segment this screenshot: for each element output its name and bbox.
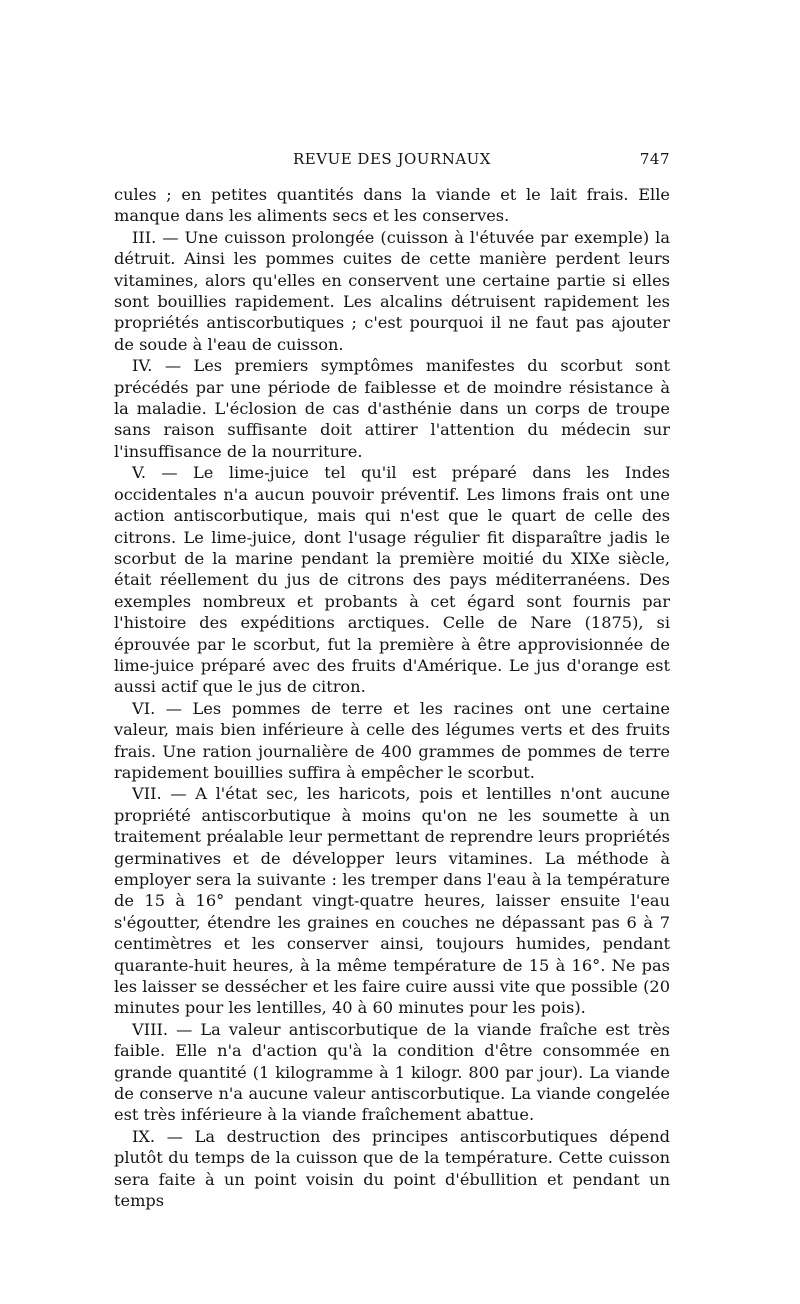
paragraph-v: V. — Le lime-juice tel qu'il est préparé dans les Indes occidentales n'a aucun pouvoir préventif. Les limons frais ont une action antiscorbutique, mais qui n'est que le quart de celle des citrons. Le lime-juice, dont l'usage régulier fit disparaître jadis le scorbut de la marine pendant la première moitié du XIXe siècle, était réellement du jus de citrons des pays méditerranéens. Des exemples nombreux et probants à cet égard sont fournis par l'histoire des expéditions arctiques. Celle de Nare (1875), si éprouvée par le scorbut, fut la première à être approvisionnée de lime-juice préparé avec des fruits d'Amérique. Le jus d'orange est aussi actif que le jus de citron. — [114, 463, 670, 697]
running-title: REVUE DES JOURNAUX — [293, 150, 491, 168]
page — [114, 150, 670, 1212]
paragraph-iv: IV. — Les premiers symptômes manifestes du scorbut sont précédés par une période de faiblesse et de moindre résistance à la maladie. L'éclosion de cas d'asthénie dans un corps de troupe sans raison suffisante doit attirer l'attention du médecin sur l'insuffisance de la nourriture. — [114, 356, 670, 461]
article-body — [114, 184, 670, 1212]
page-header — [114, 150, 670, 174]
paragraph-ix: IX. — La destruction des principes antiscorbutiques dépend plutôt du temps de la cuisson que de la température. Cette cuisson sera faite à un point voisin du point d'ébullition et pendant un temps — [114, 1126, 670, 1211]
paragraph-viii: VIII. — La valeur antiscorbutique de la viande fraîche est très faible. Elle n'a d'action qu'à la condition d'être consommée en grande quantité (1 kilogramme à 1 kilogr. 800 par jour). La viande de conserve n'a aucune valeur antiscorbutique. La viande congelée est très inférieure à la viande fraîchement abattue. — [114, 1019, 670, 1125]
page-number: 747 — [639, 150, 670, 168]
paragraph-vii: VII. — A l'état sec, les haricots, pois et lentilles n'ont aucune propriété antiscorbutique à moins qu'on ne les soumette à un traitement préalable leur permettant de reprendre leurs propriétés germinatives et de développer leurs vitamines. La méthode à employer sera la suivante : les tremper dans l'eau à la température de 15 à 16° pendant vingt-quatre heures, laisser ensuite l'eau s'égoutter, étendre les graines en couches ne dépassant pas 6 à 7 centimètres et les conserver ainsi, toujours humides, pendant quarante-huit heures, à la même température de 15 à 16°. Ne pas les laisser se dessécher et les faire cuire aussi vite que possible (20 minutes pour les lentilles, 40 à 60 minutes pour les pois). — [114, 784, 670, 1018]
paragraph-iii: III. — Une cuisson prolongée (cuisson à l'étuvée par exemple) la détruit. Ainsi les pommes cuites de cette manière perdent leurs vitamines, alors qu'elles en conservent une certaine partie si elles sont bouillies rapidement. Les alcalins détruisent rapidement les propriétés antiscorbutiques ; c'est pourquoi il ne faut pas ajouter de soude à l'eau de cuisson. — [114, 227, 670, 354]
paragraph-continuation: cules ; en petites quantités dans la viande et le lait frais. Elle manque dans les aliments secs et les conserves. — [114, 185, 670, 226]
paragraph-vi: VI. — Les pommes de terre et les racines ont une certaine valeur, mais bien inférieure à celle des légumes verts et des fruits frais. Une ration journalière de 400 grammes de pommes de terre rapidement bouillies suffira à empêcher le scorbut. — [114, 698, 670, 782]
